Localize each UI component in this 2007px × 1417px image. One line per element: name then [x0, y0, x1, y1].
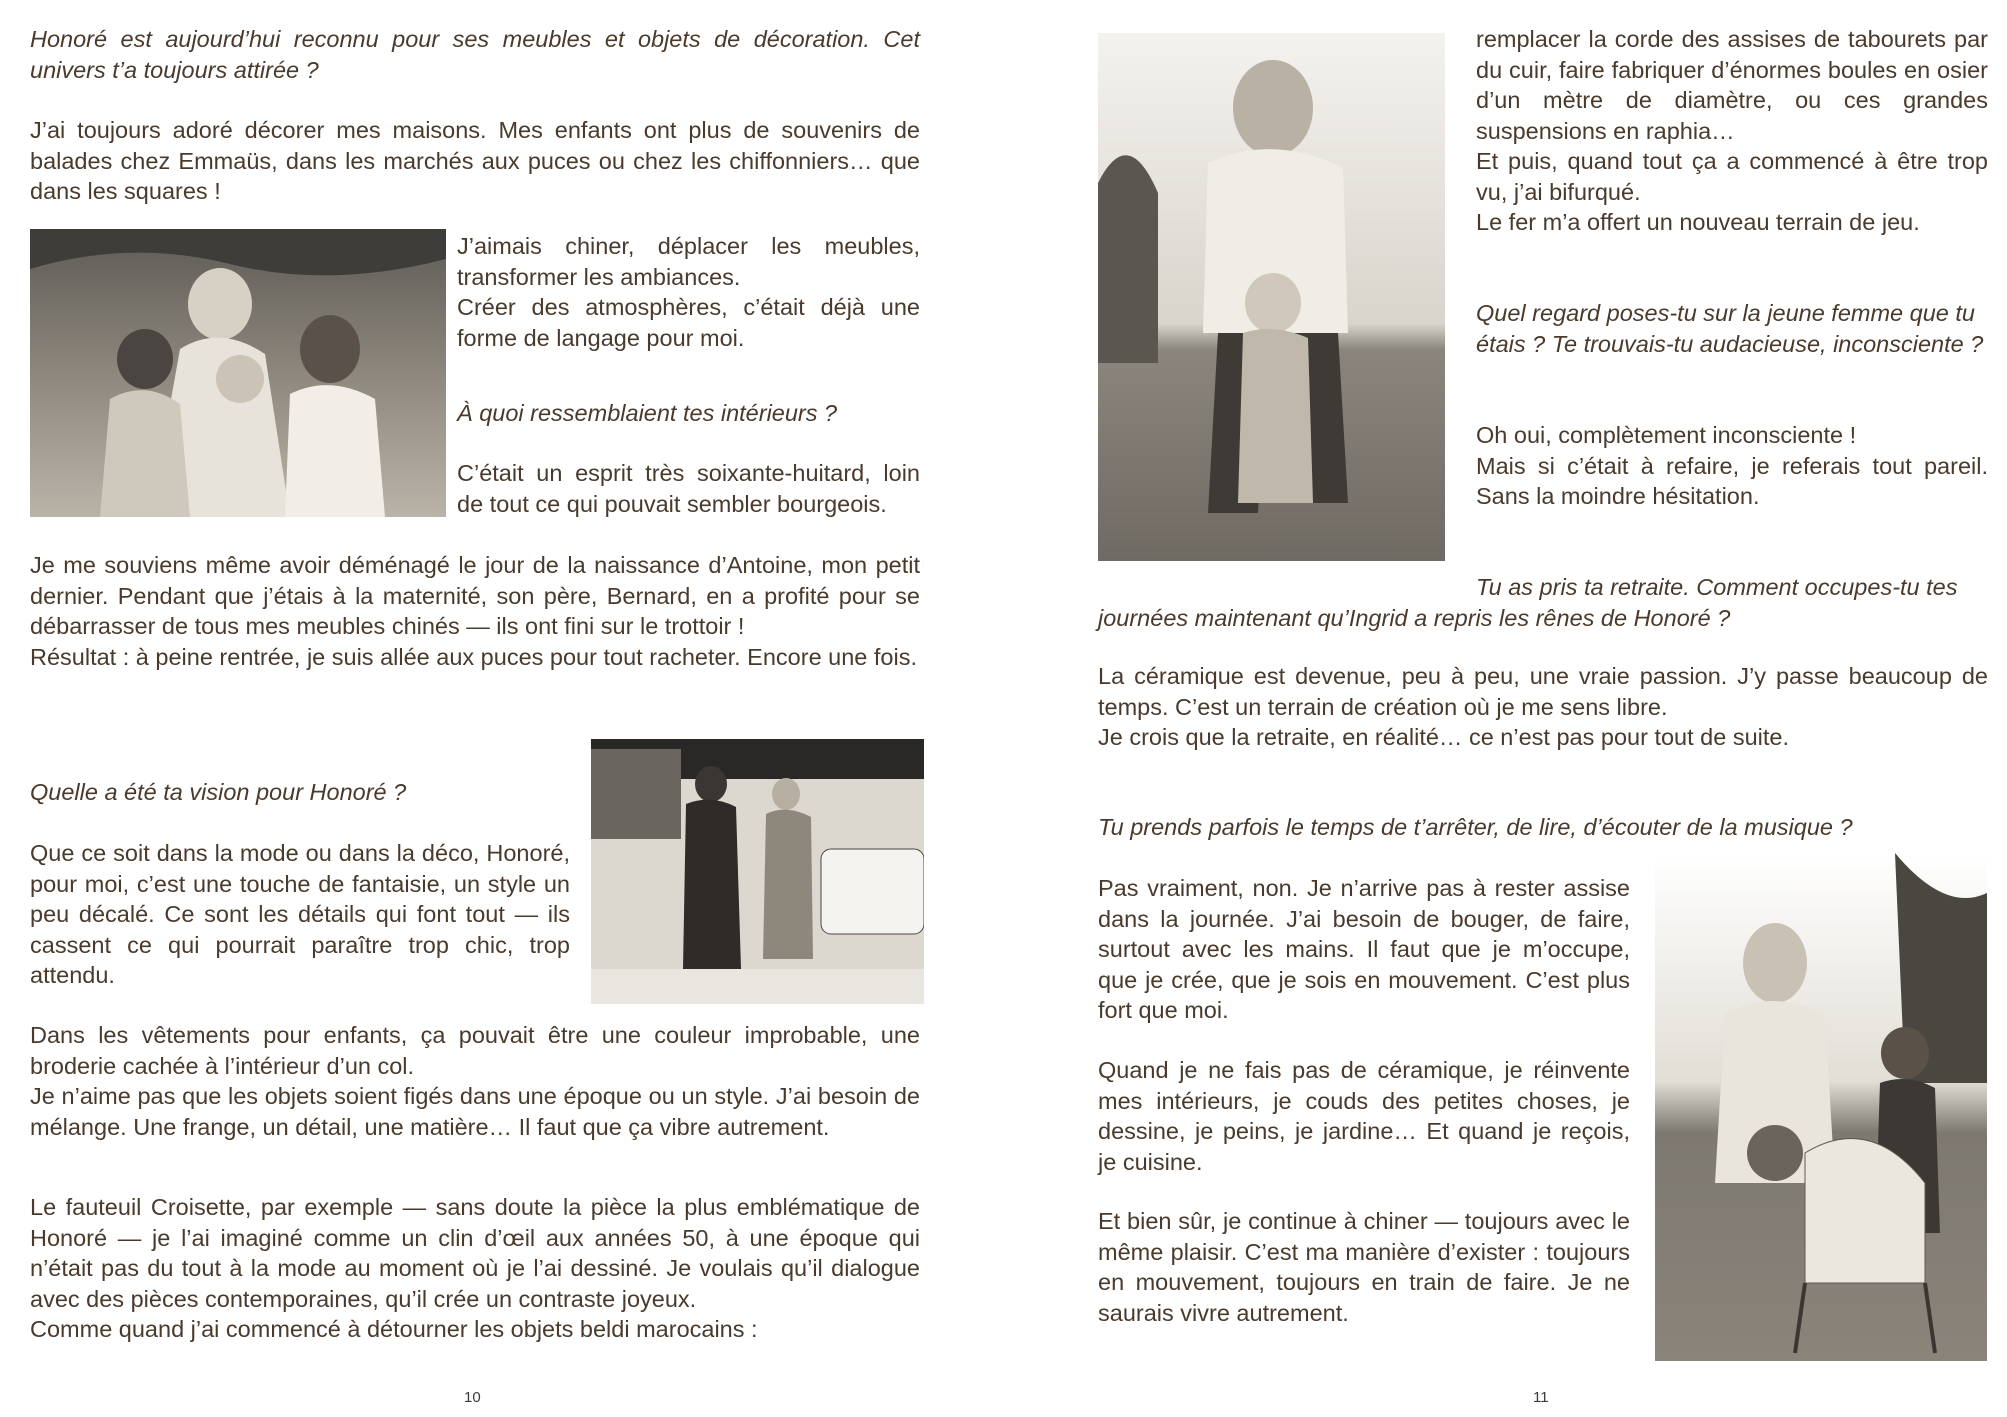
- photo-mother-with-toddler: [1098, 33, 1445, 561]
- question-temps: Tu prends parfois le temps de t’arrêter, de lire, d’écouter de la musique ?: [1098, 814, 1853, 840]
- answer-beldi-continued: [1476, 24, 1988, 238]
- question-interieurs: À quoi ressemblaient tes intérieurs ?: [457, 400, 838, 426]
- question-jeune-femme: Quel regard poses-tu sur la jeune femme que tu étais ? Te trouvais-tu audacieuse, inconsciente ?: [1476, 300, 1984, 357]
- photo-mother-with-children: [30, 229, 446, 517]
- photo-couple-walking: [591, 739, 924, 1004]
- answer-vision: Que ce soit dans la mode ou dans la déco, Honoré, pour moi, c’est une touche de fantaisie, un style un peu décalé. Ce sont les détails qui font tout — ils cassent ce qui pourrait paraître trop chic, trop attendu.: [30, 840, 570, 988]
- answer-retraite-para: Je crois que la retraite, en réalité… ce n’est pas pour tout de suite.: [1098, 724, 1790, 750]
- answer-demenagement: [30, 550, 920, 672]
- answer-beldi-continued-para: remplacer la corde des assises de tabourets par du cuir, faire fabriquer d’énormes boules en osier d’un mètre de diamètre, ou ces grandes suspensions en raphia…: [1476, 26, 1988, 144]
- answer-chiner-line2: Créer des atmosphères, c’était déjà une forme de langage pour moi.: [457, 294, 920, 351]
- answer-interieurs: C’était un esprit très soixante-huitard, loin de tout ce qui pouvait sembler bourgeois.: [457, 460, 920, 517]
- question-vision: Quelle a été ta vision pour Honoré ?: [30, 779, 407, 805]
- answer-interieurs-reinvente: Quand je ne fais pas de céramique, je réinvente mes intérieurs, je couds des petites choses, je dessine, je peins, je jardine… Et quand je reçois, je cuisine.: [1098, 1057, 1630, 1175]
- answer-chiner: [457, 231, 920, 353]
- answer-decoration: J’ai toujours adoré décorer mes maisons. Mes enfants ont plus de souvenirs de balades chez Emmaüs, dans les marchés aux puces ou chez les chiffonniers… que dans les squares !: [30, 117, 920, 204]
- answer-beldi-para: Comme quand j’ai commencé à détourner les objets beldi marocains :: [30, 1316, 758, 1342]
- answer-demenagement-para: Je me souviens même avoir déménagé le jour de la naissance d’Antoine, mon petit dernier. Pendant que j’étais à la maternité, son père, Bernard, en a profité pour se débarrasser de tous mes meubles chinés — ils ont fini sur le trottoir !: [30, 552, 920, 639]
- page-number-left: 10: [464, 1389, 481, 1406]
- answer-chiner-toujours: Et bien sûr, je continue à chiner — toujours avec le même plaisir. C’est ma manière d’exister : toujours en mouvement, toujours en train de faire. Je ne saurais vivre autrement.: [1098, 1208, 1630, 1326]
- question-decoration: Honoré est aujourd’hui reconnu pour ses meubles et objets de décoration. Cet univers t’a toujours attirée ?: [30, 26, 920, 83]
- photo-mother-with-children-and-cradle: [1655, 853, 1987, 1361]
- answer-inconsciente-para: Oh oui, complètement inconsciente !: [1476, 422, 1857, 448]
- answer-ceramique-para: La céramique est devenue, peu à peu, une vraie passion. J’y passe beaucoup de temps. C’est un terrain de création où je me sens libre.: [1098, 663, 1988, 720]
- answer-chiner-line1: J’aimais chiner, déplacer les meubles, transformer les ambiances.: [457, 233, 920, 290]
- answer-croisette: [30, 1192, 920, 1345]
- answer-ceramique: [1098, 661, 1988, 753]
- answer-inconsciente: [1476, 420, 1988, 512]
- answer-fer-para: Le fer m’a offert un nouveau terrain de jeu.: [1476, 209, 1920, 235]
- answer-refaire-para: Mais si c’était à refaire, je referais tout pareil. Sans la moindre hésitation.: [1476, 452, 1988, 509]
- answer-bifurque-para: Et puis, quand tout ça a commencé à être trop vu, j’ai bifurqué.: [1476, 148, 1988, 205]
- question-retraite: Tu as pris ta retraite. Comment occupes-tu tes journées maintenant qu’Ingrid a repris les rênes de Honoré ?: [1098, 574, 1958, 631]
- answer-melange-para: Je n’aime pas que les objets soient figés dans une époque ou un style. J’ai besoin de mélange. Une frange, un détail, une matière… Il faut que ça vibre autrement.: [30, 1083, 920, 1140]
- page-number-right: 11: [1533, 1389, 1549, 1406]
- answer-vetements: [30, 1020, 920, 1142]
- answer-croisette-para: Le fauteuil Croisette, par exemple — sans doute la pièce la plus emblématique de Honoré — je l’ai imaginé comme un clin d’œil aux années 50, à une époque qui n’était pas du tout à la mode au moment où je l’ai dessiné. Je voulais qu’il dialogue avec des pièces contemporaines, qu’il crée un contraste joyeux.: [30, 1194, 920, 1312]
- answer-bouger: Pas vraiment, non. Je n’arrive pas à rester assise dans la journée. J’ai besoin de bouger, de faire, surtout avec les mains. Il faut que je m’occupe, que je crée, que je sois en mouvement. C’est plus fort que moi.: [1098, 875, 1630, 1023]
- answer-vetements-para: Dans les vêtements pour enfants, ça pouvait être une couleur improbable, une broderie cachée à l’intérieur d’un col.: [30, 1022, 920, 1079]
- answer-resultat-para: Résultat : à peine rentrée, je suis allée aux puces pour tout racheter. Encore une fois.: [30, 643, 917, 670]
